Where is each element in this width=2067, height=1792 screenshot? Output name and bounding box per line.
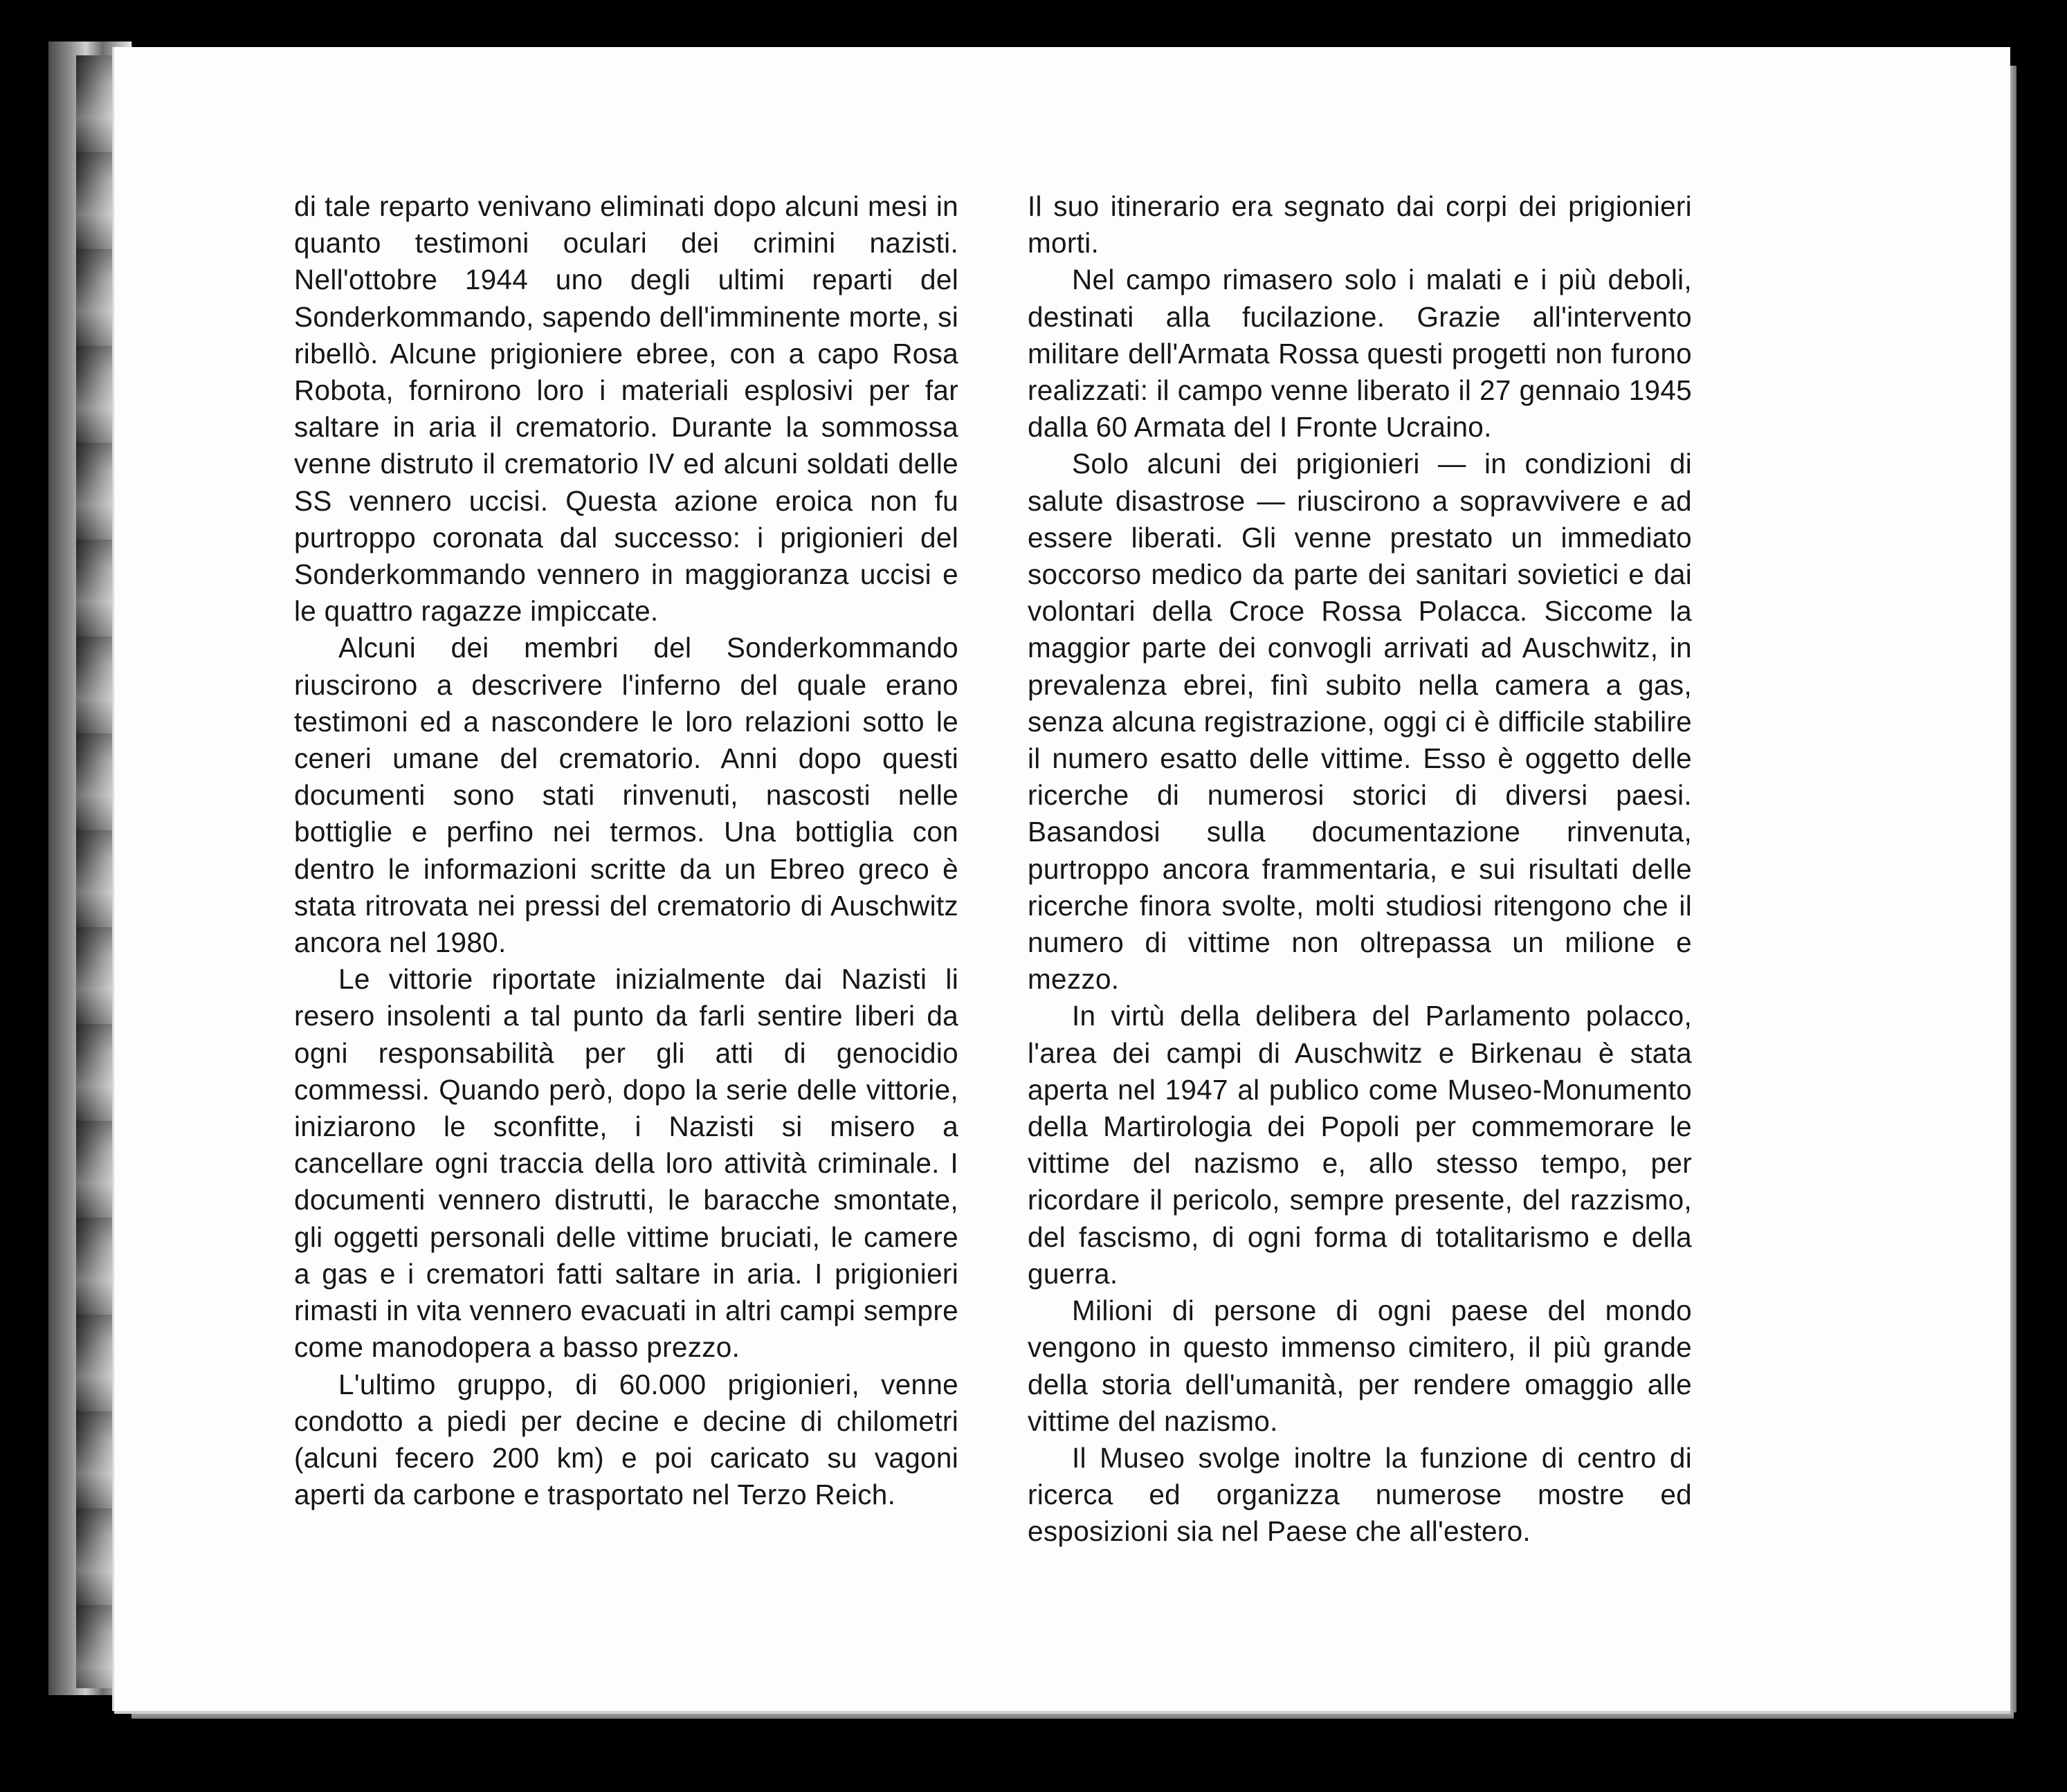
paragraph: Solo alcuni dei prigionieri — in condizioni di salute disastrose — riuscirono a sopravvivere e ad essere liberati. Gli venne prestato un immediato soccorso medico da parte dei sanitari sovietici e dai volontari della Croce Rossa Polacca. Siccome la maggior parte dei convogli arrivati ad Auschwitz, in prevalenza ebrei, finì subito nella camera a gas, senza alcuna registrazione, oggi ci è difficile stabilire il numero esatto delle vittime. Esso è oggetto delle ricerche di numerosi storici di diversi paesi. Basandosi sulla documentazione rinvenuta, purtroppo ancora frammentaria, e sui risultati delle ricerche finora svolte, molti studiosi ritengono che il numero di vittime non oltrepassa un milione e mezzo. bbox=[1028, 448, 1692, 996]
paragraph: L'ultimo gruppo, di 60.000 prigionieri, venne condotto a piedi per decine e decine di chilometri (alcuni fecero 200 km) e poi caricato su vagoni aperti da carbone e trasportato nel Terzo Reich. bbox=[294, 1368, 958, 1511]
paragraph: Il Museo svolge inoltre la funzione di centro di ricerca ed organizza numerose mostre ed esposizioni sia nel Paese che all'estero. bbox=[1028, 1441, 1692, 1548]
paragraph: Le vittorie riportate inizialmente dai Nazisti li resero insolenti a tal punto da farli sentire liberi da ogni responsabilità per gli atti di genocidio commessi. Quando però, dopo la serie delle vittorie, iniziarono le sconfitte, i Nazisti si misero a cancellare ogni traccia della loro attività criminale. I documenti vennero distrutti, le baracche smontate, gli oggetti personali delle vittime bruciati, le camere a gas e i crematori fatti saltare in aria. I prigionieri rimasti in vita vennero evacuati in altri campi sempre come manodopera a basso prezzo. bbox=[294, 963, 958, 1364]
paragraph: Milioni di persone di ogni paese del mondo vengono in questo immenso cimitero, il più grande della storia dell'umanità, per rendere omaggio alle vittime del nazismo. bbox=[1028, 1295, 1692, 1437]
paragraph: In virtù della delibera del Parlamento polacco, l'area dei campi di Auschwitz e Birkenau è stata aperta nel 1947 al publico come Museo-Monumento della Martirologia dei Popoli per commemorare le vittime del nazismo e, allo stesso tempo, per ricordare il pericolo, sempre presente, del razzismo, del fascismo, di ogni forma di totalitarismo e della guerra. bbox=[1028, 1000, 1692, 1290]
paragraph: Alcuni dei membri del Sonderkommando riuscirono a descrivere l'inferno del quale erano testimoni ed a nascondere le loro relazioni sotto le ceneri umane del crematorio. Anni dopo questi documenti sono stati rinvenuti, nascosti nelle bottiglie e perfino nei termos. Una bottiglia con dentro le informazioni scritte da un Ebreo greco è stata ritrovata nei pressi del crematorio di Auschwitz ancora nel 1980. bbox=[294, 632, 958, 959]
paragraph: Nel campo rimasero solo i malati e i più deboli, destinati alla fucilazione. Grazie all'intervento militare dell'Armata Rossa questi progetti non furono realizzati: il campo venne liberato il 27 gennaio 1945 dalla 60 Armata del I Fronte Ucraino. bbox=[1028, 264, 1692, 444]
right-text-column bbox=[1028, 188, 1692, 1551]
paragraph: Il suo itinerario era segnato dai corpi dei prigionieri morti. bbox=[1028, 190, 1692, 259]
paragraph: di tale reparto venivano eliminati dopo alcuni mesi in quanto testimoni oculari dei crimini nazisti. Nell'ottobre 1944 uno degli ultimi reparti del Sonderkommando, sapendo dell'imminente morte, si ribellò. Alcune prigioniere ebree, con a capo Rosa Robota, fornirono loro i materiali esplosivi per far saltare in aria il crematorio. Durante la sommossa venne distruto il crematorio IV ed alcuni soldati delle SS vennero uccisi. Questa azione eroica non fu purtroppo coronata dal successo: i prigionieri del Sonderkommando vennero in maggioranza uccisi e le quattro ragazze impiccate. bbox=[294, 190, 958, 628]
left-text-column bbox=[294, 188, 958, 1513]
